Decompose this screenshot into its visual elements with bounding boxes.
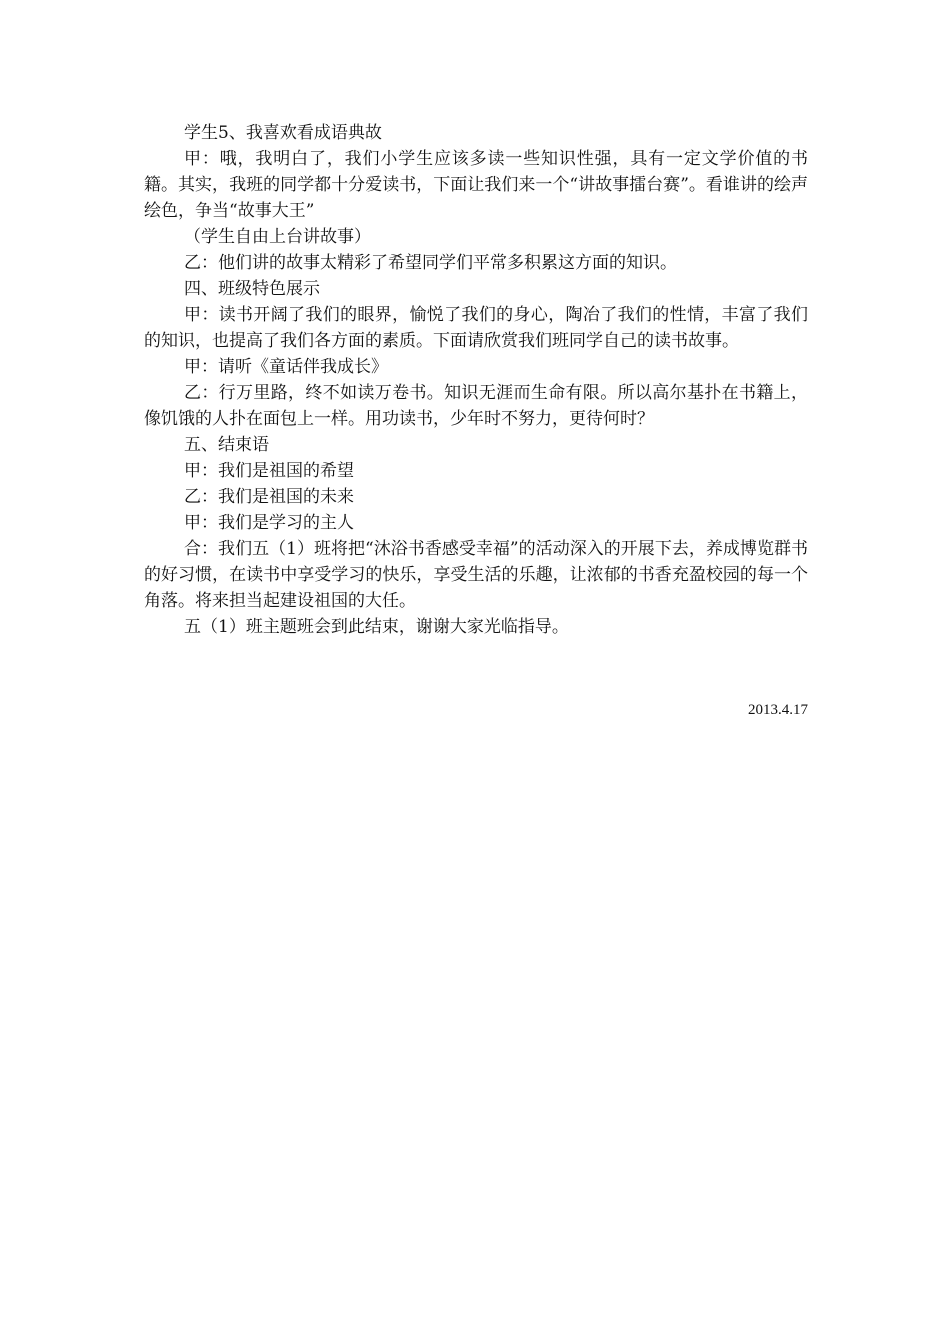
paragraph-11: 乙：我们是祖国的未来	[184, 487, 354, 507]
paragraph-14: 五（1）班主题班会到此结束，谢谢大家光临指导。	[184, 617, 569, 637]
paragraph-3: （学生自由上台讲故事）	[184, 227, 371, 247]
document-date: 2013.4.17	[748, 702, 808, 718]
paragraph-10: 甲：我们是祖国的希望	[184, 461, 354, 481]
section-heading-5: 五、结束语	[184, 435, 269, 455]
paragraph-12: 甲：我们是学习的主人	[184, 513, 354, 533]
paragraph-1: 学生5、我喜欢看成语典故	[184, 123, 382, 143]
document-body	[144, 120, 808, 640]
section-heading-4: 四、班级特色展示	[184, 279, 320, 299]
paragraph-6: 甲：读书开阔了我们的眼界，愉悦了我们的身心，陶冶了我们的性情，丰富了我们的知识，也提高了我们各方面的素质。下面请欣赏我们班同学自己的读书故事。	[144, 305, 808, 351]
paragraph-13: 合：我们五（1）班将把“沐浴书香感受幸福”的活动深入的开展下去，养成博览群书的好习惯，在读书中享受学习的快乐，享受生活的乐趣，让浓郁的书香充盈校园的每一个角落。将来担当起建设祖国的大任。	[144, 539, 808, 611]
paragraph-2: 甲：哦，我明白了，我们小学生应该多读一些知识性强，具有一定文学价值的书籍。其实，我班的同学都十分爱读书，下面让我们来一个“讲故事擂台赛”。看谁讲的绘声绘色，争当“故事大王”	[144, 149, 808, 221]
paragraph-4: 乙：他们讲的故事太精彩了希望同学们平常多积累这方面的知识。	[184, 253, 677, 273]
paragraph-8: 乙：行万里路，终不如读万卷书。知识无涯而生命有限。所以高尔基扑在书籍上，像饥饿的人扑在面包上一样。用功读书，少年时不努力，更待何时？	[144, 383, 808, 429]
paragraph-7: 甲：请听《童话伴我成长》	[184, 357, 388, 377]
